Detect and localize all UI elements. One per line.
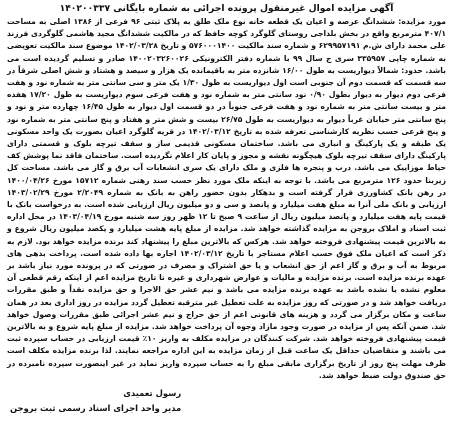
signature-block <box>10 386 181 416</box>
notice-paragraph-boundaries: حدود: شمالاً دیواریست به طول ۱۶/۰۰ شانزده متر به باقیمانده یک هزار و سیصد و هشتاد و شش اصلی شرقاً در سه قسمت که قسمت دوم آن جنوبی است اول دیواریست به طول ۱/۳۰ یک متر و سی سانتی متر به شماره نود و هفت فرعی دوم دیوار به دیوار بطول ۰/۹۰ نود سانتی متر به شماره نود و هفت فرعی سوم دیواریست به طول ۱۷/۲۰ هفده متر و بیست سانتی متر به شماره نود و هفت فرعی جنوباً در دو قسمت اول دیوار به طول ۱۶/۴۵ چهارده متر و نود و پنج سانتی متر خیابان غرباً دیوار به دیواریست به طول ۲۶/۷۵ بیست و شش متر و هفتاد و پنج سانتی متر به شماره نود و پنج فرعی حسب نظریه کارشناسی تعرفه شده به تاریخ ۱۴۰۲/۰۳/۱۲ در قریه گلوگرد اعیان بصورت یک واحد مسکونی یک طبقه و یک پارکینگ و انباری می باشد. ساختمان مسکونی قدیمی ساز و سقف تیرچه بلوک و قسمتی دارای پارکینگ دارای سقف تیرچه بلوک هیچگونه نقشه و مجوز و پایان کار اعلام نگردیده است. ساختمان فاقد نما پوشش کف حیاط موزاییک می باشد. درب و پنجره ها فلزی و ملک دارای یک سری انشعابات آب برق و گاز می باشد. مساحت کل زیربنا حدود ۱۲۶ مترمربع می باشد. با توجه به اینکه ملک مورد نظر حسب سند رهنی شماره ۱۵۷۱۲ مورخ ۱۴۰۰/۰۴/۲۶ در رهن بانک کشاورزی قرار گرفته است و بدهکار بدون حضور راهن به بانک به شماره ۲/۲۰۴۹ مورخ ۱۴۰۳/۰۲/۲۹ ارزیابی و بانک ملی آنرا به مبلغ هفت میلیارد و پانصد و سی و دو میلیون ریال ارزیابی شده است. به درخواست بانک با قیمت پایه هفت میلیارد و پانصد میلیون ریال از ساعت ۹ صبح تا ۱۲ ظهر روز سه شنبه مورخ ۱۴۰۳/۰۴/۱۹ در محل اداره ثبت اسناد و املاک بروجن به مزایده گذاشته خواهد شد. مزایده از مبلغ پایه هشت میلیارد و یکصد میلیون ریال شروع و به بالاترین قیمت پیشنهادی فروخته خواهد شد. <box>7 65 447 246</box>
signatory-name: رسول تعمیدی <box>123 388 182 398</box>
notice-title: آگهی مزایده اموال غیرمنقول پرونده اجرائی به شماره بایگانی ۱۴۰۲۰۰۳۳۷ <box>59 3 394 14</box>
notice-paragraph-terms: هرکس که بالاترین مبلغ را پیشنهاد کند برنده مزایده خواهد بود. لازم به ذکر است که اعیان ملک فوق حسب اعلام مستاجر با تاریخ ۱۴۰۲/۰۳/۱۲ اجاره بها داده شده است. پرداخت بدهی های مربوط به آب و برق و گاز اعم از حق انشعاب و یا حق اشتراک و مصرف در صورتی که در پرونده مورد نیاز باشد بر عهده برنده مزایده است. برنده مزایده و مالیات و عوارض شهرداری و غیره تا تاریخ مزایده اعم از اینکه رقم قطعی آن معلوم نشده یا نشده باشد به عهده برنده مزایده می باشد و نیم عشر حق الاجرا و حق مزایده نقداً و طبق مقررات دریافت خواهد شد و در صورتی که روز مزایده به علت تعطیل غیر مترقبه تعطیل گردد مزایده در روز اداری بعد در همان ساعت و مکان برگزار می گردد و هزینه های قانونی اعم از حق حراج و نیم عشر اجرائی طبق مقررات وصول خواهد شد. ضمن آنکه پس از مزایده در صورت وجود مازاد وجوه آن پرداخت خواهد شد. مزایده از مبلغ پایه شروع و به بالاترین قیمت پیشنهادی فروخته خواهد شد. شرکت کنندگان در مزایده مکلف به واریز ۱۰٪ قیمت ارزیابی در حساب سپرده ثبت می باشند و متقاضیان حداقل یک ساعت قبل از زمان مزایده به این اداره مراجعه نمایند. لذا برنده مزایده مکلف است ظرف مهلت پنج روز از تاریخ برگزاری مابقی مبلغ را به حساب سپرده واریز نماید در غیر اینصورت سپرده نامبرده در حق صندوق دولت ضبط خواهد شد. <box>7 236 446 380</box>
notice-paragraph-property: مورد مزایده: ششدانگ عرصه و اعیان یک قطعه خانه نوع ملک طلق به پلاک ثبتی ۹۶ فرعی از ۱۳۸۶ اصلی به مساحت ۴۰۷/۱ مترمربع واقع در بخش بلداجی روستای گلوگرد کوچه حافظ که در مالکیت ششدانگ مجید هاشمی گلوگردی فرزند علی محمد دارای ش.م ۶۲۹۹۵۷۱۹۱ و شماره سند مالکیت ۵۷۶۰۰۰۱۴۰۰ و تاریخ ۱۴۰۲/۰۳/۲۸ موضوع سند مالکیت تعویضی به شماره چاپی ۳۳۵۹۵۷ سری ج سال ۹۹ با شماره دفتر الکترونیکی ۱۴۰۰۲۰۳۲۶۰۰۲۶ صادر و تسلیم گردیده است می باشد. <box>7 17 447 75</box>
notice-body <box>7 16 446 382</box>
signatory-position: مدیر واحد اجرای اسناد رسمی ثبت بروجن <box>10 403 182 413</box>
